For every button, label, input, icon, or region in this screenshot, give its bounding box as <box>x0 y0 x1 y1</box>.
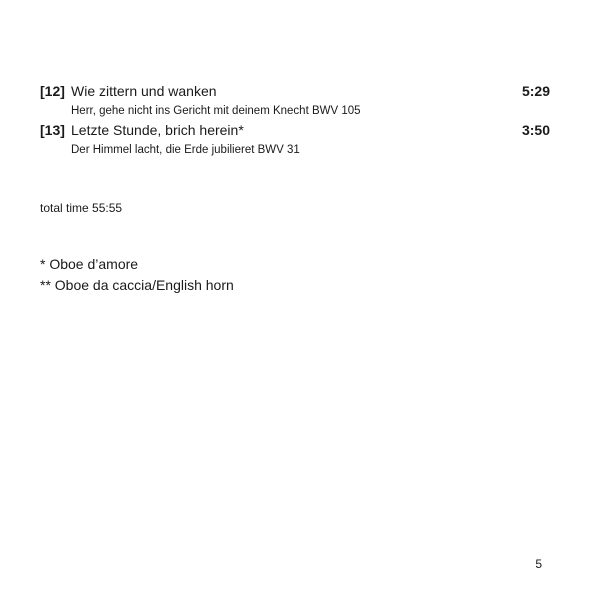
track-13 <box>40 120 550 156</box>
track-title: Wie zittern und wanken <box>71 83 217 99</box>
track-12 <box>40 81 550 117</box>
track-duration: 3:50 <box>521 122 550 138</box>
total-time: total time 55:55 <box>40 201 123 215</box>
track-source: Herr, gehe nicht ins Gericht mit deinem Knecht BWV 105 <box>71 105 361 117</box>
footnote-oboe-damore: * Oboe d’amore <box>40 256 139 272</box>
track-header <box>40 120 550 140</box>
track-header <box>40 81 550 101</box>
footnote-oboe-da-caccia: ** Oboe da caccia/English horn <box>40 277 234 293</box>
track-source: Der Himmel lacht, die Erde jubilieret BWV 31 <box>71 144 300 156</box>
page-number: 5 <box>535 557 542 571</box>
track-number: [13] <box>40 122 65 138</box>
track-title: Letzte Stunde, brich herein* <box>71 122 244 138</box>
track-number: [12] <box>40 83 65 99</box>
track-duration: 5:29 <box>521 83 550 99</box>
